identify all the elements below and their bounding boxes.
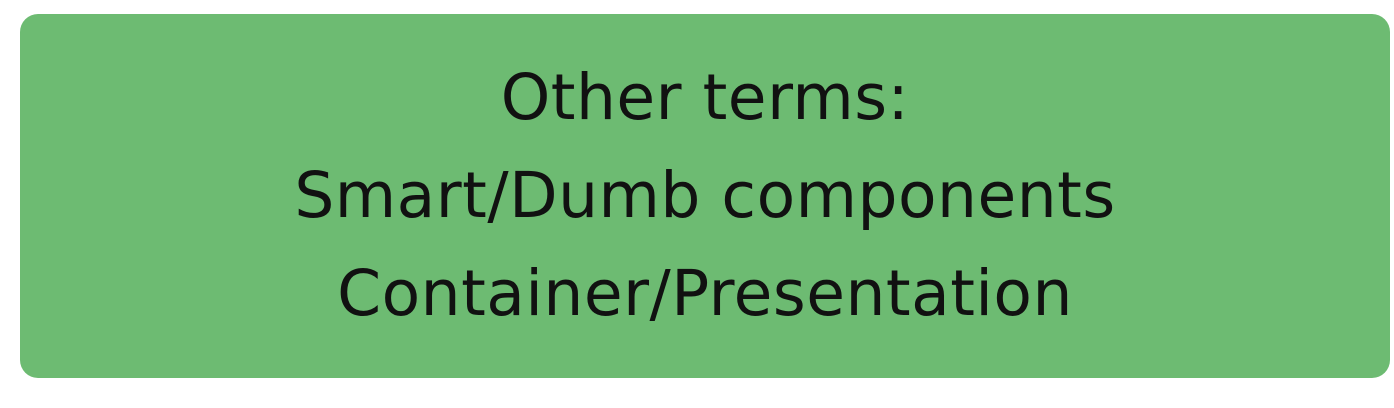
terms-card (20, 14, 1390, 378)
heading-other-terms: Other terms: (500, 61, 910, 134)
term-smart-dumb-components: Smart/Dumb components (294, 159, 1116, 232)
term-container-presentation: Container/Presentation (337, 257, 1073, 330)
